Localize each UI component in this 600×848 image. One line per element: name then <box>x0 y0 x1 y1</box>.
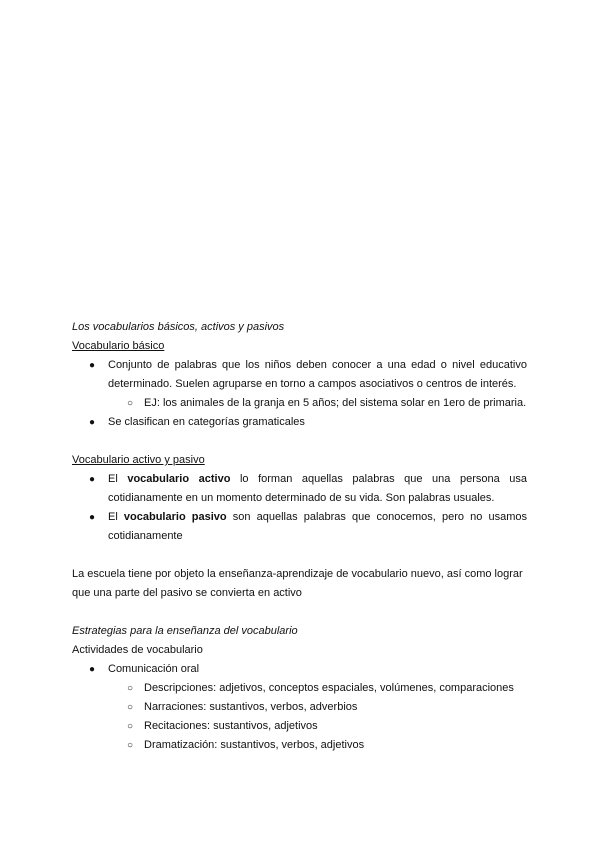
subtitle-vocabulario-basico: Vocabulario básico <box>72 340 165 352</box>
bullet-circle-icon: ○ <box>127 683 134 694</box>
list-item-text: Conjunto de palabras que los niños deben conocer a una edad o nivel educativo determinado. Suelen agruparse en torno a campos asociativos o centros de interés. <box>108 359 527 390</box>
list-item <box>72 736 527 755</box>
list-item <box>72 356 527 394</box>
list-item <box>72 394 527 413</box>
spacer <box>72 546 527 565</box>
spacer <box>72 603 527 622</box>
list-item-post: son aquellas palabras que conocemos, pero no usamos cotidianamente <box>108 511 527 542</box>
section-title-estrategias: Estrategias para la enseñanza del vocabulario <box>72 625 298 637</box>
list-item-text: Descripciones: adjetivos, conceptos espaciales, volúmenes, comparaciones <box>144 682 514 694</box>
list-item <box>72 508 527 546</box>
bullet-circle-icon: ○ <box>127 398 134 409</box>
document-content <box>72 318 527 755</box>
paragraph-escuela: La escuela tiene por objeto la enseñanza-aprendizaje de vocabulario nuevo, así como lograr que una parte del pasivo se convierta en activo <box>72 568 523 599</box>
list-item <box>72 470 527 508</box>
active-passive-list <box>72 470 527 546</box>
spacer <box>72 432 527 451</box>
subtitle-vocabulario-activo-pasivo: Vocabulario activo y pasivo <box>72 454 205 466</box>
list-item <box>72 717 527 736</box>
section-title-vocabularios: Los vocabularios básicos, activos y pasivos <box>72 321 285 333</box>
bullet-circle-icon: ○ <box>127 702 134 713</box>
list-item <box>72 698 527 717</box>
activities-list <box>72 660 527 755</box>
list-item-bold: vocabulario pasivo <box>123 511 227 523</box>
bullet-disc-icon: ● <box>89 417 96 428</box>
bullet-circle-icon: ○ <box>127 721 134 732</box>
bullet-circle-icon: ○ <box>127 740 134 751</box>
list-item <box>72 679 527 698</box>
bullet-disc-icon: ● <box>89 512 96 523</box>
list-item-pre: El <box>108 511 124 523</box>
list-item-bold: vocabulario activo <box>127 473 231 485</box>
list-item <box>72 660 527 679</box>
list-item <box>72 413 527 432</box>
basic-list <box>72 356 527 432</box>
list-item-text: Se clasifican en categorías gramaticales <box>108 416 305 428</box>
list-item-text: Comunicación oral <box>108 663 200 675</box>
list-item-text: Recitaciones: sustantivos, adjetivos <box>144 720 318 732</box>
list-item-text: EJ: los animales de la granja en 5 años; del sistema solar en 1ero de primaria. <box>144 397 527 409</box>
list-item-pre: El <box>108 473 128 485</box>
subtitle-actividades: Actividades de vocabulario <box>72 644 203 656</box>
bullet-disc-icon: ● <box>89 360 96 371</box>
bullet-disc-icon: ● <box>89 664 96 675</box>
bullet-disc-icon: ● <box>89 474 96 485</box>
list-item-post: lo forman aquellas palabras que una persona usa cotidianamente en un momento determinado de su vida. Son palabras usuales. <box>108 473 527 504</box>
list-item-text: Dramatización: sustantivos, verbos, adjetivos <box>144 739 365 751</box>
list-item-text: Narraciones: sustantivos, verbos, adverbios <box>144 701 358 713</box>
